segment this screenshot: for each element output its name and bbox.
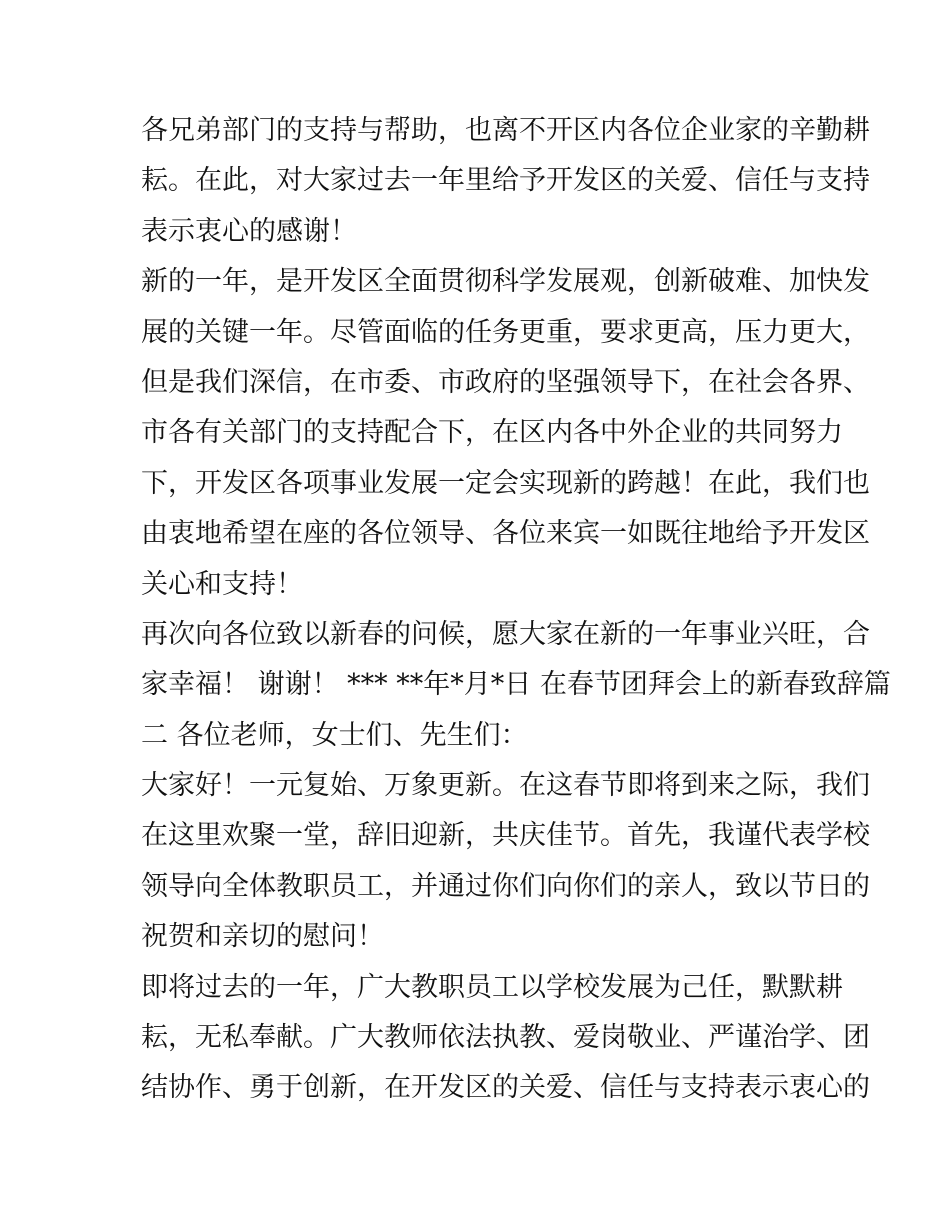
text-line: 但是我们深信，在市委、市政府的坚强领导下，在社会各界、: [141, 366, 870, 398]
text-line: 领导向全体教职员工，并通过你们向你们的亲人，致以节日的: [141, 870, 870, 902]
text-line: 下，开发区各项事业发展一定会实现新的跨越！在此，我们也: [141, 467, 870, 499]
text-line: 即将过去的一年，广大教职员工以学校发展为己任，默默耕: [141, 971, 843, 1003]
text-line: 各兄弟部门的支持与帮助，也离不开区内各位企业家的辛勤耕: [141, 115, 870, 146]
text-line: 在这里欢聚一堂，辞旧迎新，共庆佳节。首先，我谨代表学校: [141, 820, 870, 852]
text-line: 结协作、勇于创新，在开发区的关爱、信任与支持表示衷心的: [141, 1072, 870, 1104]
text-line: 市各有关部门的支持配合下，在区内各中外企业的共同努力: [141, 417, 843, 449]
text-line: 耘。在此，对大家过去一年里给予开发区的关爱、信任与支持: [141, 165, 870, 197]
text-line: 大家好！一元复始、万象更新。在这春节即将到来之际，我们: [141, 770, 870, 802]
text-line: 家幸福！ 谢谢！ *** **年*月*日 在春节团拜会上的新春致辞篇: [141, 669, 891, 701]
text-line: 祝贺和亲切的慰问！: [141, 921, 384, 953]
text-line: 表示衷心的感谢！: [141, 215, 357, 247]
text-line: 新的一年，是开发区全面贯彻科学发展观，创新破难、加快发: [141, 266, 870, 298]
text-line: 耘，无私奉献。广大教师依法执教、爱岗敬业、严谨治学、团: [141, 1022, 870, 1054]
text-line: 关心和支持！: [141, 568, 303, 600]
text-line: 再次向各位致以新春的问候，愿大家在新的一年事业兴旺，合: [141, 618, 870, 650]
body-text: [141, 106, 891, 1114]
text-line: 由衷地希望在座的各位领导、各位来宾一如既往地给予开发区: [141, 518, 870, 550]
text-line: 二 各位老师，女士们、先生们：: [141, 719, 528, 751]
text-line: 展的关键一年。尽管面临的任务更重，要求更高，压力更大，: [141, 316, 870, 348]
